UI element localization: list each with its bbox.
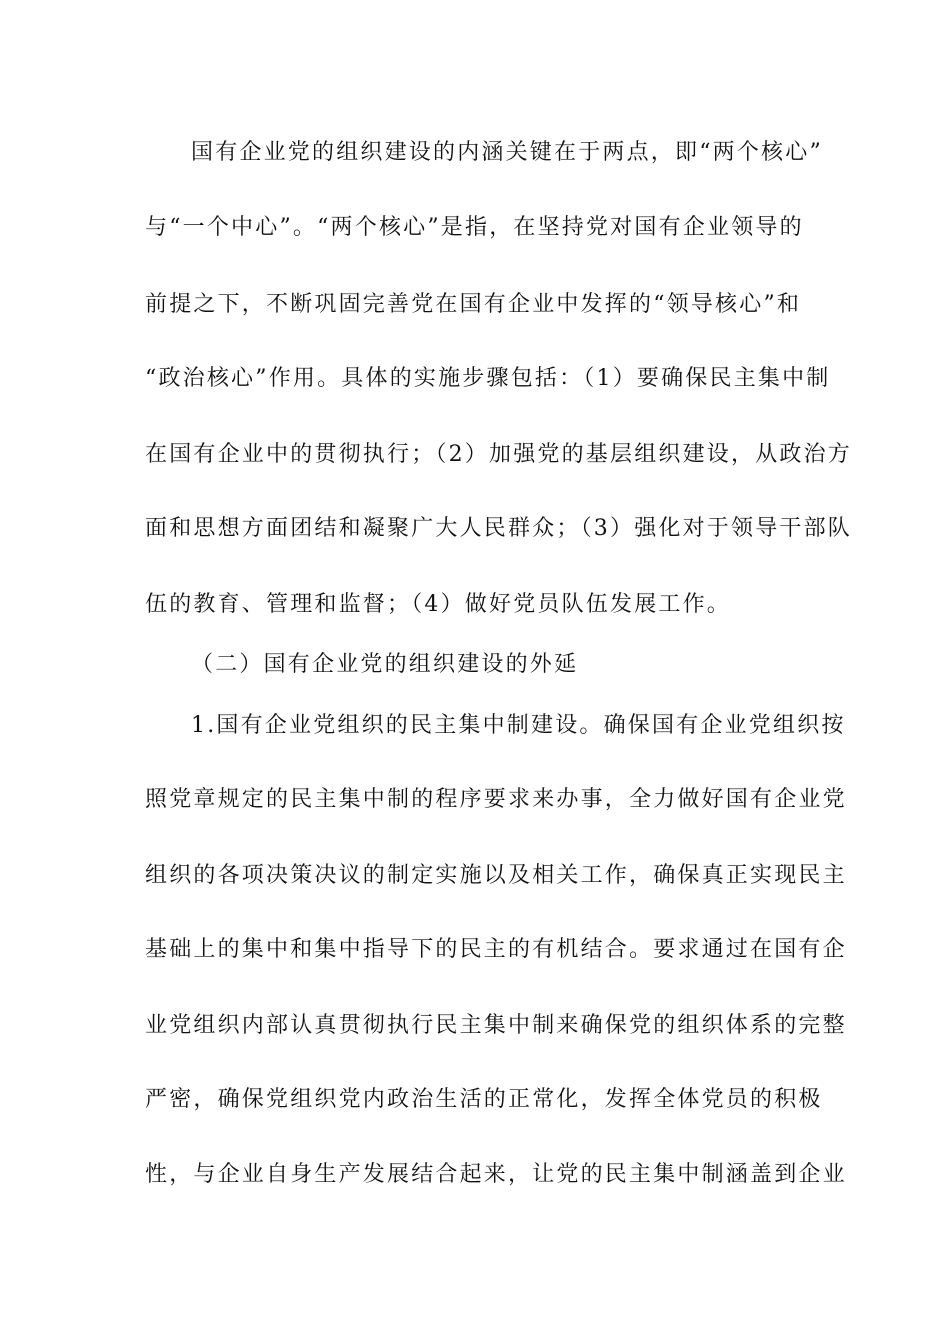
- paragraph-2-line-4: 基础上的集中和集中指导下的民主的有机结合。要求通过在国有企: [145, 937, 847, 962]
- paragraph-2-line-7: 性，与企业自身生产发展结合起来，让党的民主集中制涵盖到企业: [145, 1162, 847, 1187]
- paragraph-2-line-2: 照党章规定的民主集中制的程序要求来办事，全力做好国有企业党: [145, 787, 847, 812]
- paragraph-1-line-5: 在国有企业中的贯彻执行；（2）加强党的基层组织建设，从政治方: [145, 442, 852, 467]
- paragraph-1-line-6: 面和思想方面团结和凝聚广大人民群众；（3）强化对于领导干部队: [145, 516, 852, 541]
- paragraph-1-line-1: 国有企业党的组织建设的内涵关键在于两点，即“两个核心”: [191, 140, 823, 165]
- paragraph-1-line-3: 前提之下，不断巩固完善党在国有企业中发挥的“领导核心”和: [145, 292, 802, 317]
- paragraph-2-line-6: 严密，确保党组织党内政治生活的正常化，发挥全体党员的积极: [145, 1087, 823, 1112]
- paragraph-1-line-7: 伍的教育、管理和监督；（4）做好党员队伍发展工作。: [145, 592, 731, 617]
- section-heading: （二）国有企业党的组织建设的外延: [191, 652, 579, 677]
- paragraph-1-line-4: “政治核心”作用。具体的实施步骤包括：（1）要确保民主集中制: [145, 366, 831, 391]
- paragraph-1-line-2: 与“一个中心”。“两个核心”是指，在坚持党对国有企业领导的: [145, 215, 804, 240]
- paragraph-2-line-3: 组织的各项决策决议的制定实施以及相关工作，确保真正实现民主: [145, 863, 847, 888]
- paragraph-2-line-5: 业党组织内部认真贯彻执行民主集中制来确保党的组织体系的完整: [145, 1013, 847, 1038]
- paragraph-2-line-1: 1.国有企业党组织的民主集中制建设。确保国有企业党组织按: [191, 713, 846, 738]
